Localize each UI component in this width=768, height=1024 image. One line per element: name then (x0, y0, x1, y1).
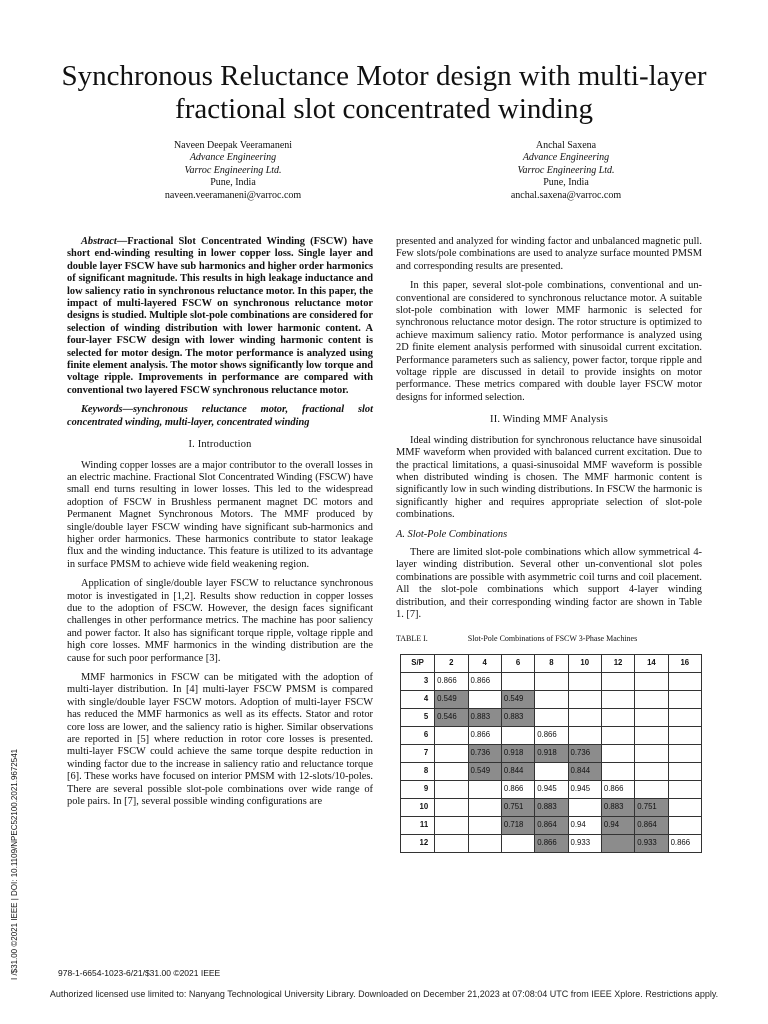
table-row-label: 6 (401, 726, 435, 744)
table-cell (568, 690, 601, 708)
table-cell (535, 690, 568, 708)
paragraph: There are limited slot-pole combinations which allow symmetrical 4-layer winding distribution. Several other un-conventional slot poles combinations are possible with asymmetric coil turns and coil placement. All the slot-pole combinations which support 4-layer winding distribution, and their corresponding winding factor are shown in Table 1. [7]. (396, 546, 702, 620)
table-cell: 0.883 (535, 798, 568, 816)
table-cell (635, 726, 668, 744)
author-city: Pune, India (210, 177, 256, 189)
table-header-cell: 16 (668, 654, 701, 672)
table-cell (535, 672, 568, 690)
table-header-row (401, 654, 702, 672)
table-cell (468, 834, 501, 852)
author-name: Anchal Saxena (535, 140, 597, 151)
table-cell (635, 708, 668, 726)
author-name: Naveen Deepak Veeramaneni (173, 140, 293, 151)
paper-title: Synchronous Reluctance Motor design with multi-layer fractional slot concentrated winding (61, 60, 707, 125)
table-row (401, 816, 702, 834)
author-org: Varroc Engineering Ltd. (517, 164, 615, 176)
table-row (401, 834, 702, 852)
section-heading-intro: I. Introduction (188, 439, 252, 451)
table-cell (668, 726, 701, 744)
table-row (401, 690, 702, 708)
table-cell (535, 762, 568, 780)
table-cell (601, 762, 634, 780)
slot-pole-table (400, 654, 702, 853)
paragraph: Application of single/double layer FSCW to reluctance synchronous motor is investigated in [1,2]. Results show reduction in copper losses due to the adoption of FSCW. However, the design faces significant challenges in other performance metrics. The machine has poor saliency and power factor. It also has significant torque ripple, voltage ripple and high core losses. MMF harmonics in the winding distribution are the cause for such poor performance [3]. (67, 578, 373, 664)
table-cell: 0.918 (535, 744, 568, 762)
table-cell (535, 708, 568, 726)
table-cell (435, 834, 468, 852)
table-cell: 0.866 (668, 834, 701, 852)
table-cell (601, 690, 634, 708)
table-cell (635, 744, 668, 762)
table-row-label: 11 (401, 816, 435, 834)
section-heading-mmf: II. Winding MMF Analysis (490, 414, 608, 426)
author-org: Varroc Engineering Ltd. (184, 164, 282, 176)
table-cell (468, 798, 501, 816)
abstract-label: Abstract (81, 236, 117, 247)
table-row (401, 744, 702, 762)
table-cell: 0.94 (568, 816, 601, 834)
table-cell: 0.866 (501, 780, 534, 798)
table-cell: 0.864 (635, 816, 668, 834)
copyright-line: 978-1-6654-1023-6/21/$31.00 ©2021 IEEE (58, 968, 221, 978)
table-cell (601, 672, 634, 690)
table-cell (668, 816, 701, 834)
table-cell (601, 834, 634, 852)
table-row-label: 7 (401, 744, 435, 762)
table-cell: 0.933 (635, 834, 668, 852)
table-cell: 0.866 (535, 834, 568, 852)
table-cell (635, 780, 668, 798)
table-caption (396, 633, 702, 645)
table-cell (668, 708, 701, 726)
table-cell: 0.751 (501, 798, 534, 816)
table-header-cell: 8 (535, 654, 568, 672)
keywords-label: Keywords (81, 404, 123, 416)
table-cell: 0.549 (468, 762, 501, 780)
table-cell (668, 744, 701, 762)
table-cell (635, 672, 668, 690)
table-cell (568, 672, 601, 690)
table-row (401, 762, 702, 780)
table-row-label: 3 (401, 672, 435, 690)
table-cell: 0.94 (601, 816, 634, 834)
table-cell (468, 780, 501, 798)
table-cell (435, 780, 468, 798)
table-cell: 0.864 (535, 816, 568, 834)
table-cell: 0.736 (568, 744, 601, 762)
table-cell (668, 762, 701, 780)
table-row (401, 672, 702, 690)
table-cell (668, 780, 701, 798)
abstract-text: —Fractional Slot Concentrated Winding (FSCW) have short end-winding resulting in lower copper loss. Single layer and double layer FSCW have sub harmonics and higher order harmonics of significant magnitude. This results in high leakage inductance and low saliency ratio in synchronous reluctance motor. In this paper, the impact of multi-layered FSCW on synchronous reluctance motor designs is studied. Multiple slot-pole combinations are considered for selection of winding distribution with lower harmonic content. A four-layer FSCW design with lower winding harmonic content is selected for motor design. The motor performance is analyzed using finite element analysis. The motor shows significantly low torque and voltage ripple. Improvements in performance are compared with conventional two layered FSCW synchronous reluctance motor. (67, 236, 373, 396)
table-row-label: 10 (401, 798, 435, 816)
abstract (67, 236, 373, 397)
table-cell (435, 726, 468, 744)
table-header-cell: 4 (468, 654, 501, 672)
table-title: Slot-Pole Combinations of FSCW 3-Phase Machines (467, 634, 638, 644)
paragraph: In this paper, several slot-pole combinations, conventional and un-conventional are considered to synchronous reluctance motor. A suitable slot-pole combination with lower MMF harmonic is selected for synchronous reluctance motor design. The rotor structure is optimized to achieve maximum saliency ratio. Motor performance is analyzed using 2D finite element analysis performed with sinusoidal current excitation. Performance parameters such as saliency, power factor, torque ripple and voltage ripple are discussed in detail to provide insights on motor performance. These metrics compared with double layer FSCW motor designs for informed selection. (396, 280, 702, 403)
author-dept: Advance Engineering (522, 152, 610, 164)
author-block-1 (83, 140, 383, 202)
paragraph: MMF harmonics in FSCW can be mitigated with the adoption of multi-layer distribution. In [4] multi-layer FSCW PMSM is compared with single/double layer FSCW motors. Adoption of multi-layer FSCW has reduced the MMF harmonics as well as its effects. Stator and rotor core loss are lower, and the saliency ratio is higher. Similar observations are reported in [5] where reduction in rotor core losses is presented. multi-layer FSCW could achieve the same torque despite reduction in winding factor due to the increase in saliency ratio and reluctance torque [6]. These works have focused on interior PMSM with 12-slots/10-poles. There are several possible slot-pole combinations over wide range of pole pairs. In [7], several possible winding configurations are (67, 672, 373, 808)
table-cell (501, 834, 534, 852)
table-header-cell: 6 (501, 654, 534, 672)
table-cell (601, 708, 634, 726)
table-cell: 0.866 (601, 780, 634, 798)
table-cell (668, 690, 701, 708)
table-row-label: 5 (401, 708, 435, 726)
table-cell (501, 672, 534, 690)
table-cell (501, 726, 534, 744)
table-row-label: 12 (401, 834, 435, 852)
table-header-cell: 10 (568, 654, 601, 672)
author-email: naveen.veeramaneni@varroc.com (164, 189, 302, 201)
table-label: TABLE I. (396, 634, 428, 644)
table-cell (435, 798, 468, 816)
table-cell: 0.866 (435, 672, 468, 690)
keywords (67, 404, 373, 429)
table-cell: 0.844 (501, 762, 534, 780)
author-city: Pune, India (543, 177, 589, 189)
table-row (401, 798, 702, 816)
table-cell (468, 690, 501, 708)
table-cell: 0.546 (435, 708, 468, 726)
table-cell (568, 708, 601, 726)
table-row (401, 726, 702, 744)
table-cell: 0.866 (468, 726, 501, 744)
table-row-label: 8 (401, 762, 435, 780)
table-header-cell: S/P (401, 654, 435, 672)
author-email: anchal.saxena@varroc.com (510, 189, 622, 201)
table-cell: 0.718 (501, 816, 534, 834)
table-cell: 0.945 (535, 780, 568, 798)
table-row-label: 9 (401, 780, 435, 798)
license-footer: Authorized licensed use limited to: Nanyang Technological University Library. Downloaded on December 21,2023 at 07:08:04 UTC from IEEE Xplore. Restrictions apply. (49, 989, 719, 999)
paragraph: presented and analyzed for winding factor and unbalanced magnetic pull. Few slots/pole combinations are used to analyze surface mounted PMSM and corresponding results are presented. (396, 236, 702, 272)
table-cell (601, 744, 634, 762)
table-cell: 0.549 (435, 690, 468, 708)
table-cell: 0.933 (568, 834, 601, 852)
table-cell: 0.883 (468, 708, 501, 726)
table-row-label: 4 (401, 690, 435, 708)
keywords-text: —synchronous reluctance motor, fractional slot concentrated winding, multi-layer, concentrated winding (67, 404, 373, 428)
table-cell: 0.751 (635, 798, 668, 816)
subsection-heading: A. Slot-Pole Combinations (396, 528, 508, 540)
table-cell: 0.844 (568, 762, 601, 780)
table-cell (668, 672, 701, 690)
table-header-cell: 14 (635, 654, 668, 672)
table-header-cell: 12 (601, 654, 634, 672)
table-cell: 0.736 (468, 744, 501, 762)
doi-sidebar: I /$31.00 ©2021 IEEE | DOI: 10.1109/NPEC52100.2021.9672541 (10, 748, 19, 980)
author-block-2 (416, 140, 716, 202)
table-cell: 0.866 (468, 672, 501, 690)
table-cell (635, 762, 668, 780)
table-cell: 0.883 (501, 708, 534, 726)
table-cell (668, 798, 701, 816)
author-dept: Advance Engineering (189, 152, 277, 164)
table-cell (568, 726, 601, 744)
table-header-cell: 2 (435, 654, 468, 672)
table-cell: 0.866 (535, 726, 568, 744)
table-cell: 0.883 (601, 798, 634, 816)
table-cell (435, 744, 468, 762)
paragraph: Winding copper losses are a major contributor to the overall losses in an electric machine. Fractional Slot Concentrated Winding (FSCW) have small end turns resulting in lower losses. This led to the widespread adoption of FSCW in Brushless permanent magnet DC motors and Permanent Magnet Synchronous Motors. The MMF produced by single/double layer FSCW winding have significant sub-harmonics and higher order harmonics. These harmonics contribute to stator leakage flux and the winding inductance. This feature is utilized to its advantage in surface PMSM to achieve wide field weakening region. (67, 459, 373, 570)
table-row (401, 708, 702, 726)
table-cell (568, 798, 601, 816)
right-column (396, 236, 702, 853)
table-cell (468, 816, 501, 834)
table-cell (635, 690, 668, 708)
table-cell: 0.549 (501, 690, 534, 708)
table-cell (435, 762, 468, 780)
table-cell: 0.918 (501, 744, 534, 762)
table-row (401, 780, 702, 798)
paragraph: Ideal winding distribution for synchronous reluctance have sinusoidal MMF waveform when provided with balanced current excitation. Due to the practical limitations, a quasi-sinusoidal MMF waveform is possible when distributed winding is chosen. The MMF harmonic content is significantly low in such winding distributions. In FSCW the harmonic is significantly higher and requires appropriate selection of slot-pole combinations. (396, 434, 702, 521)
table-cell (601, 726, 634, 744)
table-cell: 0.945 (568, 780, 601, 798)
left-column (67, 236, 373, 815)
table-cell (435, 816, 468, 834)
